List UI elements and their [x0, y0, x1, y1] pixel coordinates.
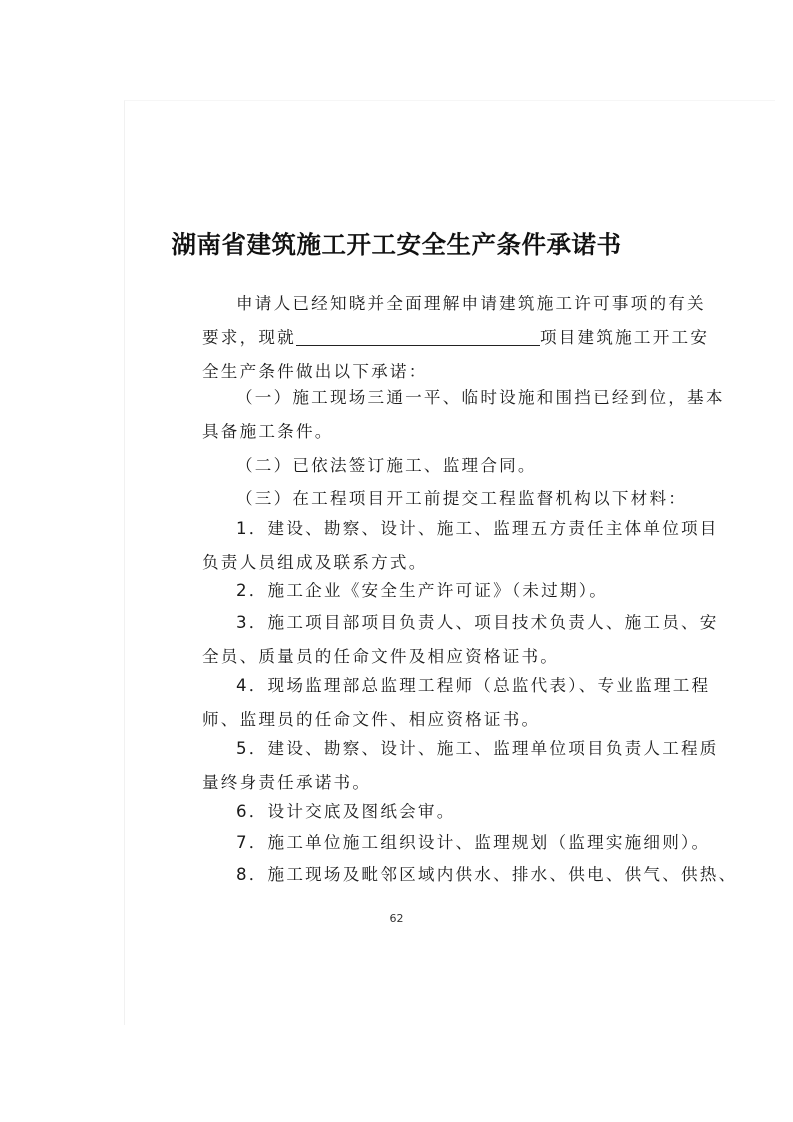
list-item-3-line-2: 全员、质量员的任命文件及相应资格证书。 — [202, 647, 560, 666]
section-3 — [202, 482, 700, 516]
section-2 — [202, 449, 700, 483]
list-item-8 — [202, 858, 738, 892]
list-item-4-line-1: 4．现场监理部总监理工程师（总监代表）、专业监理工程 — [236, 676, 711, 695]
list-item-8-line-1: 8．施工现场及毗邻区域内供水、排水、供电、供气、供热、 — [236, 865, 738, 884]
intro-line-2-suffix: 项目建筑施工开工安 — [539, 328, 710, 347]
section-1-line-2: 具备施工条件。 — [202, 422, 334, 441]
list-item-7-line-1: 7．施工单位施工组织设计、监理规划（监理实施细则）。 — [236, 833, 711, 852]
list-item-6-line-1: 6．设计交底及图纸会审。 — [236, 802, 456, 821]
section-1-line-1: （一）施工现场三通一平、临时设施和围挡已经到位，基本 — [236, 388, 725, 407]
list-item-1-line-2: 负责人员组成及联系方式。 — [202, 553, 428, 572]
list-item-1-line-1: 1．建设、勘察、设计、施工、监理五方责任主体单位项目 — [236, 519, 719, 538]
list-item-1 — [202, 512, 719, 580]
list-item-3 — [202, 606, 719, 674]
list-item-4-line-2: 师、监理员的任命文件、相应资格证书。 — [202, 710, 541, 729]
intro-line-1: 申请人已经知晓并全面理解申请建筑施工许可事项的有关 — [236, 294, 706, 313]
document-title: 湖南省建筑施工开工安全生产条件承诺书 — [171, 230, 622, 259]
list-item-2-line-1: 2．施工企业《安全生产许可证》（未过期）。 — [236, 581, 609, 600]
list-item-5 — [202, 732, 719, 800]
section-2-line-1: （二）已依法签订施工、监理合同。 — [236, 456, 537, 475]
list-item-2 — [202, 574, 700, 608]
list-item-6 — [202, 795, 700, 829]
list-item-3-line-1: 3．施工项目部项目负责人、项目技术负责人、施工员、安 — [236, 613, 719, 632]
intro-line-2-prefix: 要求，现就 — [202, 328, 296, 347]
list-item-5-line-2: 量终身责任承诺书。 — [202, 773, 372, 792]
section-3-line-1: （三）在工程项目开工前提交工程监督机构以下材料： — [236, 489, 688, 508]
page-number: 62 — [389, 912, 404, 925]
list-item-4 — [202, 669, 711, 737]
list-item-7 — [202, 826, 711, 860]
intro-line-2 — [202, 321, 710, 355]
list-item-5-line-1: 5．建设、勘察、设计、施工、监理单位项目负责人工程质 — [236, 739, 719, 758]
section-1 — [202, 381, 725, 449]
intro-paragraph — [202, 287, 710, 389]
intro-line-3: 全生产条件做出以下承诺： — [202, 362, 428, 381]
project-name-blank[interactable] — [296, 325, 540, 346]
